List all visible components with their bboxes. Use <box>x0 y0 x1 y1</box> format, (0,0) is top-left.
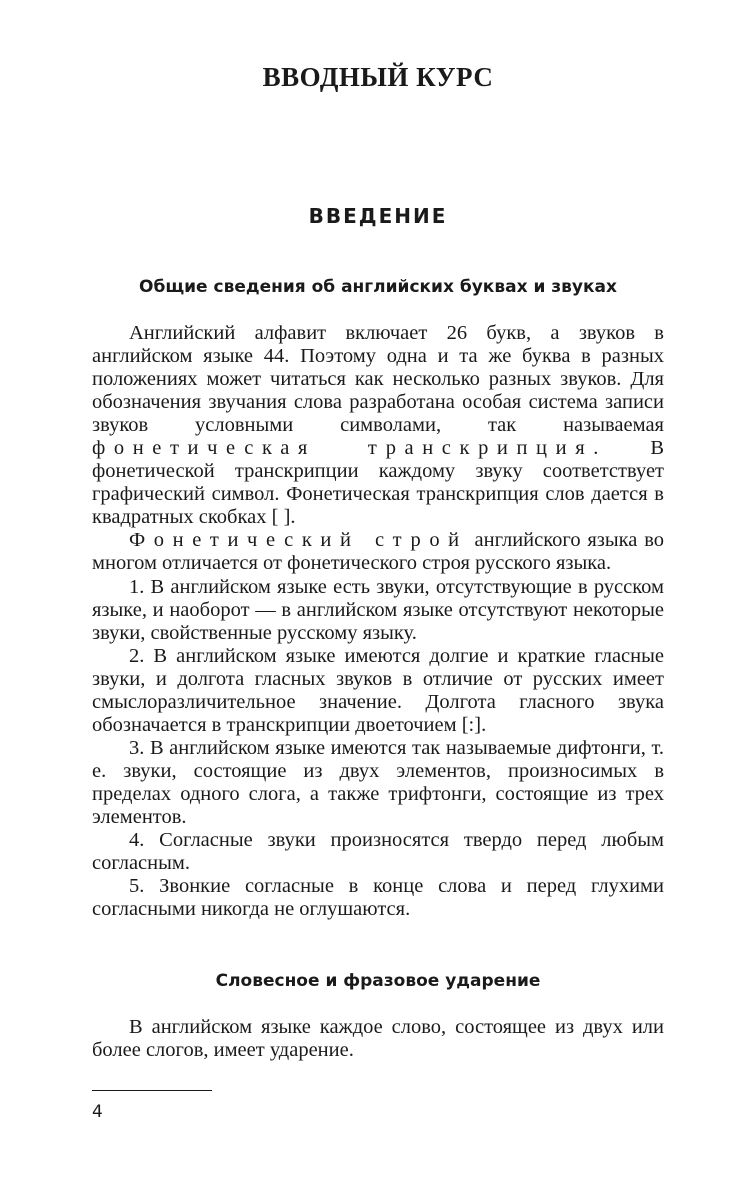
list-item: 3. В английском языке имеются так называемые дифтонги, т. е. звуки, состоящие из двух элементов, произносимых в пределах одного слога, а также трифтонги, состоящие из трех элементов. <box>92 736 664 828</box>
section-title: ВВЕДЕНИЕ <box>308 204 448 228</box>
list-item: 4. Согласные звуки произносятся твердо перед любым согласным. <box>92 829 664 875</box>
main-title: ВВОДНЫЙ КУРС <box>262 62 494 92</box>
body-text-letters-sounds <box>92 322 664 921</box>
paragraph-word-stress: В английском языке каждое слово, состоящее из двух или более слогов, имеет ударение. <box>92 1016 664 1062</box>
emphasized-term: фонетическая транскрипция. <box>92 437 607 460</box>
subsection-title-stress: Словесное и фразовое ударение <box>215 971 541 991</box>
paragraph-phonetic-system <box>92 529 664 575</box>
paragraph-alphabet <box>92 322 664 529</box>
body-text-stress <box>92 1016 664 1062</box>
emphasized-term: Фонетический строй <box>129 529 468 552</box>
list-item: 1. В английском языке есть звуки, отсутствующие в русском языке, и наоборот — в английском языке отсутствуют некоторые звуки, свойственные русскому языку. <box>92 575 664 644</box>
subsection-title-letters-sounds: Общие сведения об английских буквах и звуках <box>139 277 617 297</box>
paragraph-text: В фонетической транскрипции каждому звуку соответствует графический символ. Фонетическая транскрипция слов дается в квадратных скобках [ ]. <box>92 437 664 529</box>
paragraph-text: Английский алфавит включает 26 букв, а звуков в английском языке 44. Поэтому одна и та же буква в разных положениях может читаться как несколько разных звуков. Для обозначения звучания слова разработана особая система записи звуков условными символами, так называемая <box>92 322 664 437</box>
page-number: 4 <box>92 1102 103 1122</box>
list-item: 2. В английском языке имеются долгие и краткие гласные звуки, и долгота гласных звуков в отличие от русских имеет смыслоразличительное значение. Долгота гласного звука обозначается в транскрипции двоеточием [:]. <box>92 644 664 736</box>
list-item: 5. Звонкие согласные в конце слова и перед глухими согласными никогда не оглушаются. <box>92 875 664 921</box>
paragraph-text: английского языка во многом отличается от фонетического строя русского языка. <box>92 529 664 575</box>
footnote-divider <box>92 1090 212 1091</box>
